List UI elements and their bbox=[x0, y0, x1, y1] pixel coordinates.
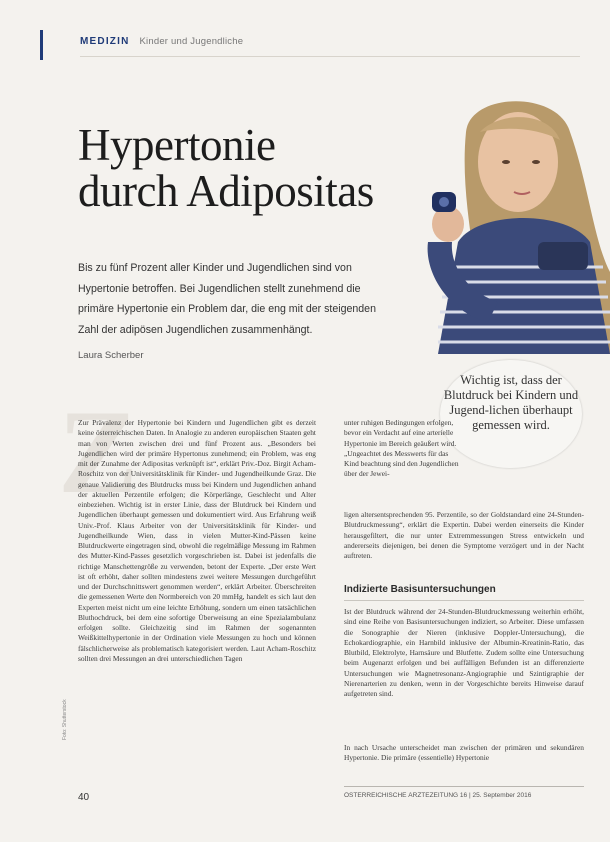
body-column-2-section: Ist der Blutdruck während der 24-Stunden-Blutdruckmessung weiterhin erhöht, sind eine Reihe von Basisuntersuchungen indiziert, so Arbeiter. Diese umfassen die Sonographie der Nieren (inklusive Doppler-Untersuchung), die Echokardiographie, ein Harnbild inklusive der Albumin-Kreatinin-Ratio, das Blutbild, Elektrolyte, Harnsäure und Blutfette. Zudem sollte eine Untersuchung beim Augenarzt erfolgen und bei auffälligen Befunden ist an differenzierte Untersuchungen wie Magnetresonanz-Angiographie und Szintigraphie der Nierenarterien zu denken, wenn in der Vorgeschichte bereits Hinweise darauf aufgetreten sind. bbox=[344, 607, 584, 698]
photo-credit: Foto: Shutterstock bbox=[62, 699, 68, 740]
title-line-1: Hypertonie bbox=[78, 120, 276, 170]
article-title bbox=[78, 122, 374, 214]
article-photo bbox=[418, 92, 610, 354]
article-author: Laura Scherber bbox=[78, 350, 144, 361]
article-photo-girl-measuring-blood-pressure bbox=[418, 92, 610, 354]
body-column-2-continued: ligen altersentsprechenden 95. Perzentile, so der Goldstandard eine 24-Stunden-Blutdruckmessung“, erklärt die Expertin. Dabei werden einerseits die Kinder herausgefiltert, die nur unter Extremmessungen Stress entwickeln und andererseits diejenigen, bei denen die Symptome verzögert und in der Nacht auftreten. bbox=[344, 510, 584, 560]
body-column-2-top: unter ruhigen Bedingungen erfolgen, bevor ein Verdacht auf eine arterielle Hypertonie im Bereich geäußert wird. „Ungeachtet des Messwerts für das Kind beachtung sind den Jugendlichen über der Jewei- bbox=[344, 418, 459, 479]
page-number: 40 bbox=[78, 792, 90, 803]
drop-cap-letter: Z bbox=[58, 385, 139, 518]
pull-quote-text: Wichtig ist, dass der Blutdruck bei Kindern und Jugend-lichen überhaupt gemessen wird. bbox=[443, 373, 579, 432]
title-line-2: durch Adipositas bbox=[78, 166, 374, 216]
footer-divider bbox=[344, 786, 584, 787]
subheading-divider bbox=[344, 600, 584, 601]
body-column-1: Zur Prävalenz der Hypertonie bei Kindern und Jugendlichen gibt es derzeit keine österreichischen Daten. In Analogie zu anderen europäischen Staaten geht man von Werten zwischen drei und fünf Prozent aus. „Besonders bei Jugendlichen wird der primäre Hypertonus zunehmend; ein Problem, was eng mit der Zunahme der Adipositas verknüpft ist“, erklärt Priv.-Doz. Birgit Acham-Roschitz von der Universitätsklinik für Kinder- und Jugendheilkunde Graz. Die genaue Validierung des Blutdrucks muss bei Kindern und Jugendlichen anhand der aktuellen Perzentile erfolgen; die Körperlänge, Geschlecht und Alter einbeziehen. Wichtig ist in erster Linie, dass der Blutdruck bei Kindern und Jugendlichen überhaupt gemessen und dokumentiert wird. Aus Erfahrung weiß Univ.-Prof. Klaus Arbeiter von der Universitätsklinik für Kinder- und Jugendheilkunde Wien, dass in vielen Mutter-Kind-Pässen keine Blutdruckwerte eingetragen sind, obwohl die regelmäßige Messung im Rahmen des Mutter-Kind-Passes gesetzlich vorgeschrieben ist. Dabei ist jedenfalls die richtige Manschettengröße zu verwenden, betont der Experte. „Der erste Wert ist oft erhöht, daher sollten mindestens zwei weitere Messungen durchgeführt und der Durchschnittswert genommen werden“, erklärt Arbeiter. Überschreiten die gemessenen Werte den Normbereich von 20 mmHg, handelt es sich laut den Experten meist nicht um eine leichte Erhöhung, sondern um einen tatsächlichen Bluthochdruck, bei dem eine sofortige Überweisung an eine Spezialambulanz erfolgen sollte. Gleichzeitig sind im Rahmen der sogenannten Weißkittelhypertonie in der Ordination viele Messungen zu hoch und können fälschlicherweise als problematisch kategorisiert werden. Laut Acham-Roschitz sollten drei Messungen an drei unterschiedlichen Tagen bbox=[78, 418, 316, 663]
section-accent-bar bbox=[40, 30, 43, 60]
body-column-2-end: In nach Ursache unterscheidet man zwischen der primären und sekundären Hypertonie. Die primäre (essentielle) Hypertonie bbox=[344, 743, 584, 763]
section-subrubric: Kinder und Jugendliche bbox=[139, 36, 244, 47]
section-subheading: Indizierte Basisuntersuchungen bbox=[344, 584, 496, 595]
header-divider bbox=[80, 56, 580, 57]
article-lead: Bis zu fünf Prozent aller Kinder und Jugendlichen sind von Hypertonie betroffen. Bei Jugendlichen stellt zunehmend die primäre Hypertonie ein Problem dar, die eng mit der steigenden Zahl der adipösen Jugendlichen zusammenhängt. bbox=[78, 262, 376, 336]
section-header bbox=[80, 36, 243, 47]
section-rubric: MEDIZIN bbox=[80, 36, 130, 47]
publication-info: ÖSTERREICHISCHE ÄRZTEZEITUNG 16 | 25. September 2016 bbox=[344, 792, 532, 799]
